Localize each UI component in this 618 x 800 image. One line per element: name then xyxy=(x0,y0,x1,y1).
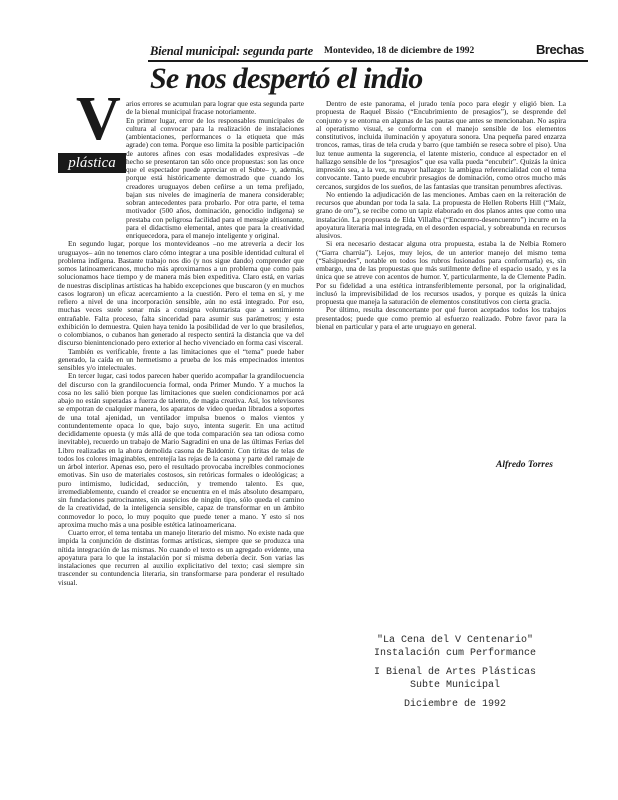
paragraph: Cuarto error, el tema tentaba un manejo literario del mismo. No existe nada que impida la conjunción de distintas formas artísticas, siempre que se produzca una nítida integración de las mismas. No cuando el texto es un agregado evidente, una apoyatura para lo que la instalación por sí misma debería decir. Son varias las instalaciones que recurren al auxilio explicitativo del texto; casi siempre sin trascender su contundencia literaria, sin transformarse para ponderar el resultado visual. xyxy=(58,528,304,587)
note-line: Instalación cum Performance xyxy=(373,647,537,659)
author-byline: Alfredo Torres xyxy=(496,460,553,470)
section-header: Bienal municipal: segunda parte xyxy=(150,44,313,58)
paragraph: En primer lugar, error de los responsables municipales de cultura al convocar para la realización de instalaciones (ambientaciones, performances o la etiqueta que más agrade) con tema. Porque eso limita la posible participación de autores afines con esas modalidades expresivas –de hecho se presentaron tan sólo once propuestas: son las once que el espectador puede apreciar en el Subte– y, además, porque está históricamente demostrado que cuando los creadores uruguayos deben ceñirse a un tema prefijado, bajan sus niveles de imaginería de manera considerable; sobran antecedentes para probarlo. Por otra parte, el tema motivador (500 años, dominación, genocidio indígena) se prestaba con peligrosa facilidad para el mensaje altisonante, para el didactismo elemental, antes que para la creatividad enriquecedora, para el manejo inteligente y original. xyxy=(126,115,304,240)
note-line: Subte Municipal xyxy=(409,679,500,691)
typed-caption-note xyxy=(330,635,580,712)
paragraph: Por último, resulta desconcertante por qué fueron aceptados todos los trabajos presentados; puede que como premio al esfuerzo realizado. Pobre favor para la bienal en particular y para el arte uruguayo en general. xyxy=(316,305,566,331)
publication-logo: Brechas xyxy=(536,42,584,57)
note-line: I Bienal de Artes Plásticas xyxy=(373,667,537,678)
issue-date: Montevideo, 18 de diciembre de 1992 xyxy=(324,46,475,56)
note-line: "La Cena del V Centenario" xyxy=(376,635,534,646)
note-line: Diciembre de 1992 xyxy=(403,699,507,710)
section-tag: plástica xyxy=(58,153,126,173)
paragraph: Si era necesario destacar alguna otra propuesta, estaba la de Nelbia Romero (“Garra charrúa”). Lejos, muy lejos, de un anterior manejo del mismo tema (“Salsipuedes”, notable en todos los rubros fusionados para conformarla) es, sin embargo, una de las propuestas que más sutilmente define el espacio usado, y es la única que se atreve con acentos de humor. Y, particularmente, la de Clemente Padín. Por su fidelidad a una estética intransferiblemente personal, por la originalidad, inclusó la imprevisibilidad de los recursos usados, y porque es quizás la única propuesta que maneja la saturación de elementos constitutivos con cierta gracia. xyxy=(316,239,566,306)
paragraph: También es verificable, frente a las limitaciones que el “tema” puede haber generado, la caída en un hermetismo a prueba de los más empecinados intentos sensibles y/o intelectuales. xyxy=(58,346,304,372)
paragraph: En tercer lugar, casi todos parecen haber querido acompañar la grandilocuencia del discurso con la grandilocuencia formal, onda Primer Mundo. Y a muchos la cosa no les salió bien porque las limitaciones que suelen condicionarnos por acá abajo no están superadas a fuerza de talento, de magia creativa. Así, los televisores se empotran de cualquier manera, los aparatos de video quedan librados a soportes de una total ajenidad, un ventilador impulsa buenos o malos vientos y contundentemente opaca lo que, bajo suyo, intenta sugerir. En una actitud decididamente opuesta (y más allá de que toda comparación sea tan odiosa como inevitable), recuerdo un trabajo de Mario Sagradini en una de las últimas Ferias del Libro realizadas en la ahora demolida casona de Baldomir. Con tiritas de telas de todos los colores imaginables, entretejía las rejas de la casona y parte del ramaje de un árbol interior. Apenas eso, pero el resultado provocaba increíbles conmociones emotivas. Sin uso de materiales costosos, sin retóricas formales o ideológicas; a puro intimismo, ludicidad, seducción, y tremendo talento. Es que, irremediablemente, cuando el creador se encuentra en el más absoluto desamparo, sin fundaciones patrocinantes, sin auspicios de ningún tipo, sólo queda el camino de la creatividad, de la inteligencia sensible, capaz de transformar en un ámbito conmovedor lo poco, lo muy poquito que puede tener a mano. Y esto sí nos aproxima mucho más a una posible estética latinoamericana. xyxy=(58,371,304,529)
paragraph: En segundo lugar, porque los montevideanos –no me atrevería a decir los uruguayos– aún no tenemos claro cómo integrar a una posible identidad cultural el problema indígena. Bastante trabajo nos dio (y nos sigue dando) comprender que somos latinoamericanos, mucho más aproximarnos a un problema que como país solucionamos hace tiempo y de manera más bien expeditiva. Claro está, en varias de nuestras disciplinas artísticas ha habido excepciones que buscaron (y en muchos casos lograron) un eficaz acercamiento a la cuestión. Pero el tema en sí, y me refiero a nivel de una incorporación sensible, aún no está integrado. Por eso, muchas veces suele sonar más a consigna voluntarista que a sentimiento entrañable. Falta proceso, falta sinceridad para asumir sus parámetros; y esta exhibición lo demuestra. Quien haya tenido la posibilidad de ver lo que brasileños, o colombianos, o cubanos han generado al respecto sentirá la distancia que va del discurso bienintencionado pero exterior al hecho vivenciado en forma casi visceral. xyxy=(58,239,304,348)
drop-cap: V xyxy=(76,85,121,153)
article-column-right xyxy=(316,100,566,331)
article-column-left xyxy=(58,100,304,587)
paragraph: Dentro de este panorama, el jurado tenía poco para elegir y eligió bien. La propuesta de Raquel Bissio (“Encubrimiento de presagios”), se desprende del conjunto y se entorna en algunas de las pautas que antes se mencionaban. No aspira al operatismo visual, se conforma con el manejo sensible de los elementos constitutivos, incluida iluminación y apoyatura sonora. Una pequeña pared enzarza troncos, ramas, tiras de tela cruda y barro (que también se reseca sobre el piso). Una luz tenue aumenta la sugerencia, el latente misterio, conduce al espectador en el hallazgo sensible de los “presagios” que esa valla pueda “encubrir”. Quizás la única impresión sea, a la vez, su mayor hallazgo: la ambigua referencialidad con el tema convocante. Tanto puede encubrir presagios de dominación, como otros mucho más cercanos, surgidos de los sueños, de las fantasías que transitan penumbres afectivas. xyxy=(316,99,566,191)
paragraph: arios errores se acumulan para lograr que esta segunda parte de la bienal municipal fracase notoriamente. xyxy=(126,99,304,117)
article-title: Se nos despertó el indio xyxy=(150,62,423,95)
paragraph: No entiendo la adjudicación de las menciones. Ambas caen en la reiteración de recursos que abundan por toda la sala. La propuesta de Hellen Roberts Hill (“Maíz, grano de oro”), se recibe como un tapiz elaborado en dos planos antes que como una instalación. La propuesta de Elda Villalba (“Encuentro-desencuentro”) incurre en la apoyatura literaria mal integrada, en el desorden espacial, y sobreabunda en recursos alusivos. xyxy=(316,189,566,240)
